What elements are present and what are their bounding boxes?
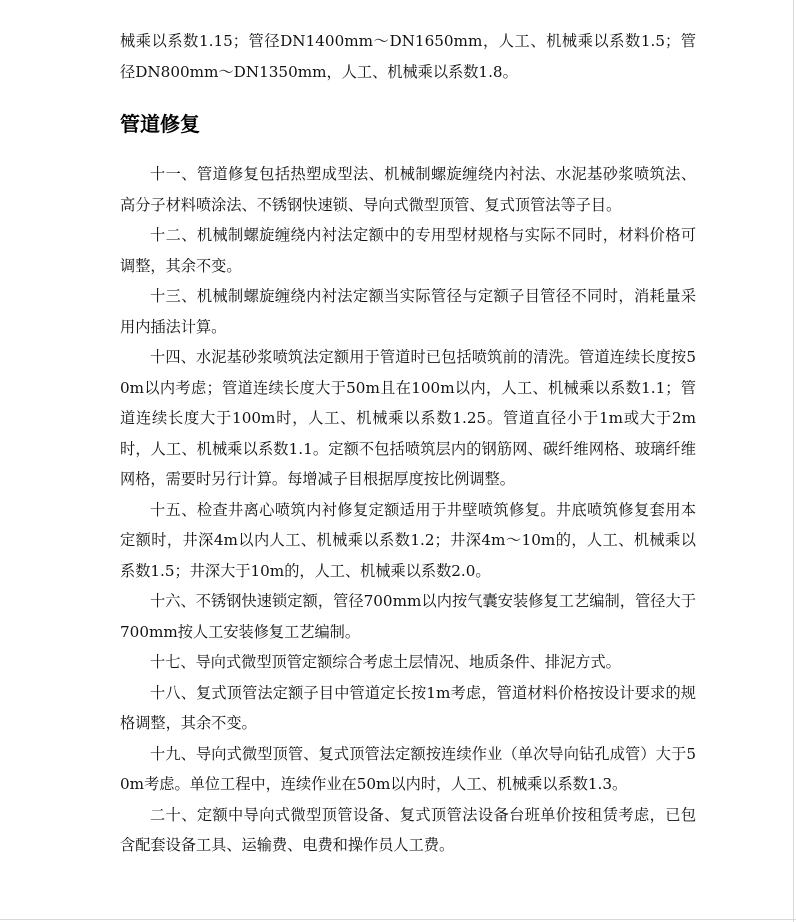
paragraph-15: 十五、检查井离心喷筑内衬修复定额适用于井壁喷筑修复。井底喷筑修复套用本定额时，井深4m以内人工、机械乘以系数1.2；井深4m～10m的，人工、机械乘以系数1.5；井深大于10m的，人工、机械乘以系数2.0。 bbox=[120, 500, 696, 580]
paragraph-17: 十七、导向式微型顶管定额综合考虑土层情况、地质条件、排泥方式。 bbox=[150, 653, 621, 671]
intro-paragraph: 械乘以系数1.15；管径DN1400mm～DN1650mm，人工、机械乘以系数1.5；管径DN800mm～DN1350mm，人工、机械乘以系数1.8。 bbox=[120, 32, 696, 81]
paragraph-14: 十四、水泥基砂浆喷筑法定额用于管道时已包括喷筑前的清洗。管道连续长度按50m以内考虑；管道连续长度大于50m且在100m以内，人工、机械乘以系数1.1；管道连续长度大于100m时，人工、机械乘以系数1.25。管道直径小于1m或大于2m时，人工、机械乘以系数1.1。定额不包括喷筑层内的钢筋网、碳纤维网格、玻璃纤维网格，需要时另行计算。每增减子目根据厚度按比例调整。 bbox=[120, 348, 696, 488]
paragraph-16: 十六、不锈钢快速锁定额，管径700mm以内按气囊安装修复工艺编制，管径大于700mm按人工安装修复工艺编制。 bbox=[120, 592, 696, 641]
section-title: 管道修复 bbox=[120, 112, 200, 136]
page-border-bottom bbox=[0, 919, 796, 920]
paragraph-12: 十二、机械制螺旋缠绕内衬法定额中的专用型材规格与实际不同时，材料价格可调整，其余不变。 bbox=[120, 226, 696, 275]
paragraph-19: 十九、导向式微型顶管、复式顶管法定额按连续作业（单次导向钻孔成管）大于50m考虑。单位工程中，连续作业在50m以内时，人工、机械乘以系数1.3。 bbox=[120, 744, 696, 793]
paragraph-13: 十三、机械制螺旋缠绕内衬法定额当实际管径与定额子目管径不同时，消耗量采用内插法计算。 bbox=[120, 287, 696, 336]
paragraph-18: 十八、复式顶管法定额子目中管道定长按1m考虑，管道材料价格按设计要求的规格调整，其余不变。 bbox=[120, 683, 696, 732]
document-body bbox=[120, 26, 696, 861]
page-border-right bbox=[793, 0, 794, 922]
paragraph-11: 十一、管道修复包括热塑成型法、机械制螺旋缠绕内衬法、水泥基砂浆喷筑法、高分子材料喷涂法、不锈钢快速锁、导向式微型顶管、复式顶管法等子目。 bbox=[120, 165, 696, 214]
paragraph-20: 二十、定额中导向式微型顶管设备、复式顶管法设备台班单价按租赁考虑，已包含配套设备工具、运输费、电费和操作员人工费。 bbox=[120, 805, 696, 854]
